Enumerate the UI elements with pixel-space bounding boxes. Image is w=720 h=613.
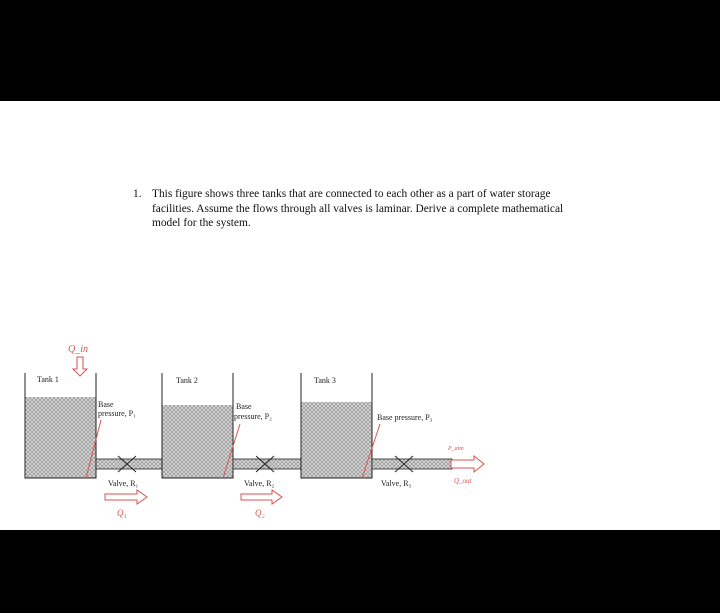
tank-2-water — [162, 405, 233, 478]
pipe-3 — [372, 446, 484, 488]
flow-2-label: Q₂ — [255, 508, 265, 518]
tank-1-water — [25, 397, 96, 478]
pipe-1 — [96, 456, 162, 518]
outflow-arrow-icon — [451, 456, 484, 472]
valve-3-label: Valve, R₃ — [381, 479, 412, 488]
base-pressure-2-line2: pressure, P₂ — [234, 412, 272, 421]
inflow — [68, 344, 88, 376]
flow-2-arrow-icon — [241, 490, 282, 504]
pipe-2 — [233, 456, 301, 518]
inflow-arrow-icon — [73, 357, 87, 376]
tank-2-label: Tank 2 — [176, 376, 198, 385]
atm-pressure-label: P_atm — [448, 446, 464, 452]
tank-3-water — [301, 402, 372, 478]
pipe-3-body — [372, 459, 452, 469]
question-text: This figure shows three tanks that are connected to each other as a part of water storage facilities. Assume the flows through all valves is laminar. Derive a complete mathematical model for the system. — [152, 188, 564, 229]
tank-1-label: Tank 1 — [37, 375, 59, 384]
pipe-1-body — [96, 459, 162, 469]
flow-1-arrow-icon — [105, 490, 147, 504]
base-pressure-1-line2: pressure, P₁ — [98, 409, 136, 418]
pipe-2-body — [233, 459, 301, 469]
outflow-label: Q_out — [454, 477, 472, 485]
flow-1-label: Q₁ — [117, 508, 127, 518]
tank-3-label: Tank 3 — [314, 376, 336, 385]
base-pressure-1-line1: Base — [98, 400, 114, 409]
base-pressure-2-line1: Base — [236, 402, 252, 411]
valve-2-label: Valve, R₂ — [244, 479, 275, 488]
valve-1-label: Valve, R₁ — [108, 479, 139, 488]
question-number: 1. — [133, 188, 142, 200]
inflow-label: Q_in — [68, 344, 88, 355]
base-pressure-3-label: Base pressure, P₃ — [377, 413, 433, 422]
